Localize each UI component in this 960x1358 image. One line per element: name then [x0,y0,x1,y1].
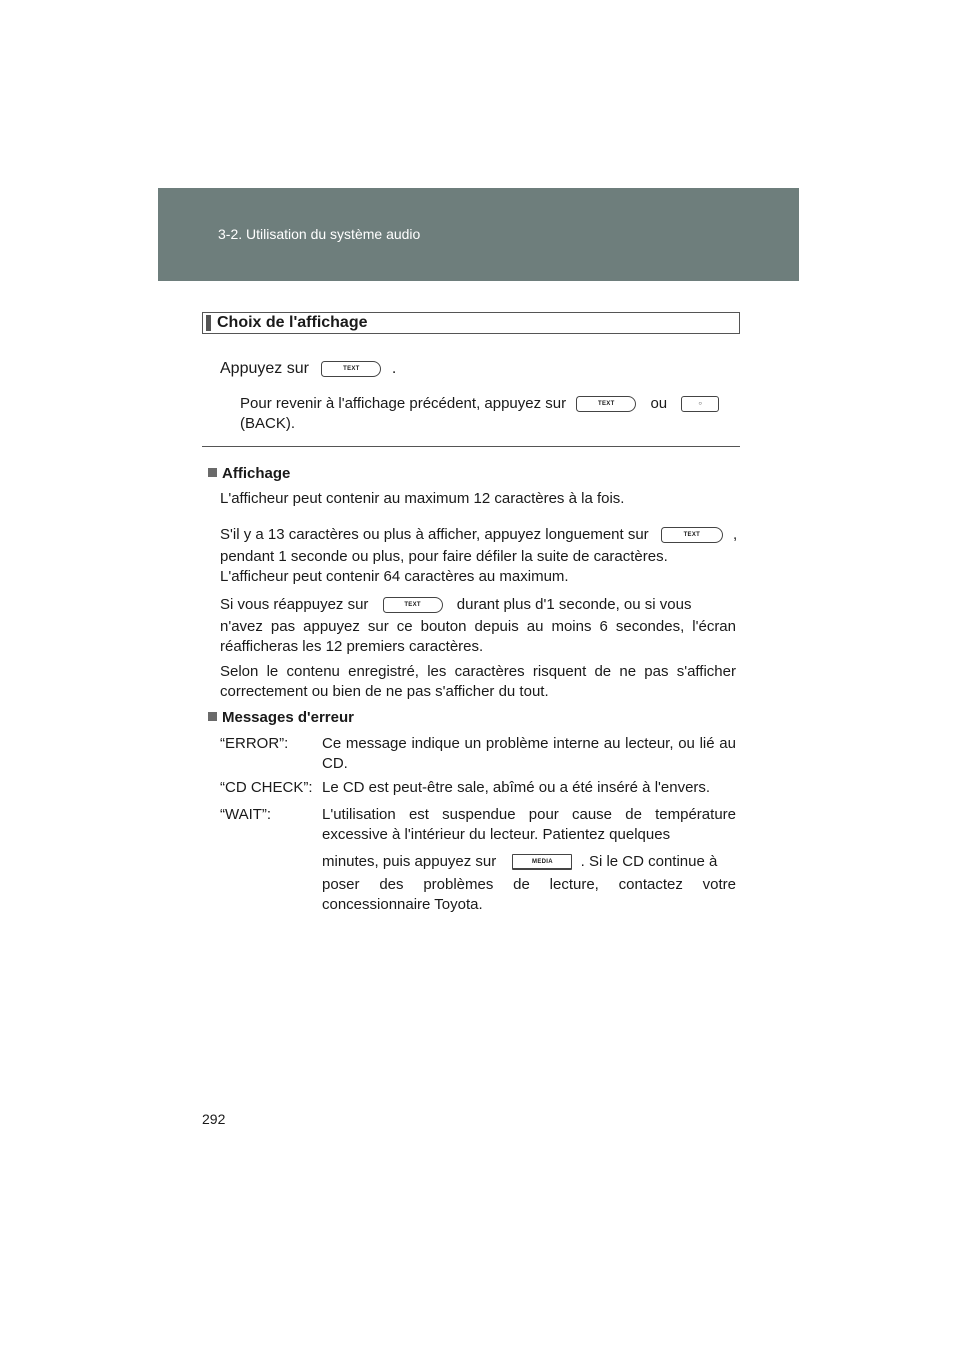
media-button-icon: MEDIA [512,854,572,870]
section-divider [202,446,740,447]
chapter-section-label: 3-2. Utilisation du système audio [218,226,421,242]
affichage-p3-line1 [220,595,691,615]
section-title: Choix de l'affichage [217,314,368,331]
wait-term: “WAIT”: [220,806,272,823]
subheading-affichage [208,464,290,484]
page-number: 292 [202,1111,226,1127]
note-text-pre: Pour revenir à l'affichage précédent, appuyez sur [240,395,567,412]
text-button-icon: TEXT [576,396,636,412]
wait-b-post: . Si le CD continue à [580,853,718,870]
text-button-icon: TEXT [661,527,723,543]
affichage-p2-line3: L'afficheur peut contenir 64 caractères au maximum. [220,568,569,585]
affichage-p3-rest: n'avez pas appuyez sur ce bouton depuis au moins 6 secondes, l'écran réafficheras les 12 premiers caractères. [220,618,736,655]
affichage-p3-post: durant plus d'1 seconde, ou si vous [456,596,692,613]
back-button-icon: ○ [681,396,719,412]
affichage-p2-pre: S'il y a 13 caractères ou plus à afficher, appuyez longuement sur [220,526,649,543]
step-text-post: . [391,360,397,377]
step-instruction [220,359,396,379]
text-button-icon: TEXT [321,361,381,377]
note-text-or: ou [650,395,668,412]
section-title-box [202,312,740,334]
subheading-affichage-text: Affichage [222,465,291,482]
wait-description-b [322,852,717,872]
square-bullet-icon [208,712,217,721]
cdcheck-term: “CD CHECK”: [220,779,313,796]
chapter-header-band [158,188,799,281]
subheading-messages [208,708,354,728]
wait-description-c: poser des problèmes de lecture, contactez votre concessionnaire Toyota. [322,876,736,913]
note-line-1 [240,394,723,414]
affichage-p4: Selon le contenu enregistré, les caractères risquent de ne pas s'afficher correctement ou bien de ne pas s'afficher du tout. [220,663,736,700]
affichage-p1: L'afficheur peut contenir au maximum 12 caractères à la fois. [220,490,625,507]
wait-b-pre: minutes, puis appuyez sur [322,853,497,870]
subheading-messages-text: Messages d'erreur [222,709,354,726]
cdcheck-description: Le CD est peut-être sale, abîmé ou a été inséré à l'envers. [322,779,711,796]
affichage-p2-line1 [220,525,737,545]
step-text-pre: Appuyez sur [220,360,309,377]
affichage-p2-comma: , [733,526,738,543]
square-bullet-icon [208,468,217,477]
affichage-p2-line2: pendant 1 seconde ou plus, pour faire défiler la suite de caractères. [220,548,668,565]
note-line-2: (BACK). [240,415,296,432]
error-term: “ERROR”: [220,735,289,752]
error-description: Ce message indique un problème interne au lecteur, ou lié au CD. [322,735,736,772]
affichage-p3-pre: Si vous réappuyez sur [220,596,369,613]
wait-description-a: L'utilisation est suspendue pour cause de température excessive à l'intérieur du lecteur. Patientez quelques [322,806,736,843]
text-button-icon: TEXT [383,597,443,613]
section-title-marker [206,315,211,331]
